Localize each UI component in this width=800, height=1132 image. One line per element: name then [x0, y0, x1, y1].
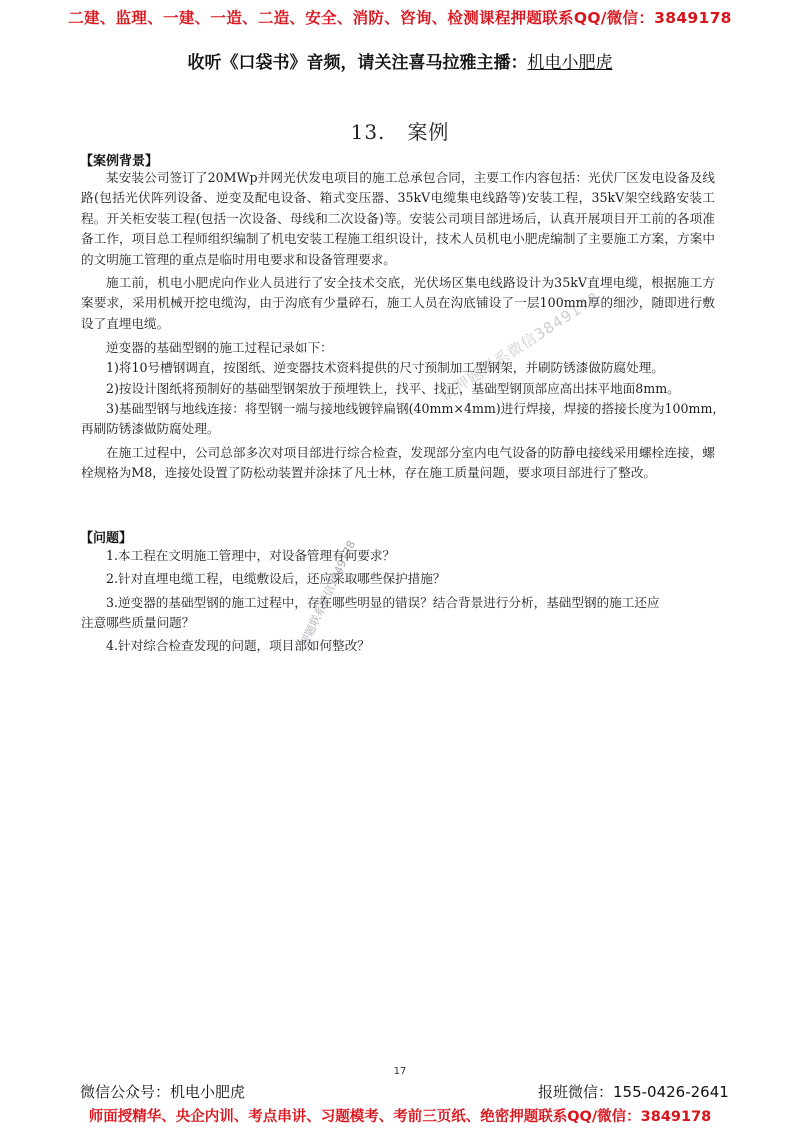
record-intro: 逆变器的基础型钢的施工过程记录如下：: [106, 340, 333, 355]
watermark-vertical: 押题联系微信3849178: [297, 538, 359, 649]
top-banner: 二建、监理、一建、一造、二造、安全、消防、咨询、检测课程押题联系QQ/微信：3849178: [68, 9, 732, 27]
record-item-1: 1)将10号槽钢调直，按图纸、逆变器技术资料提供的尺寸预制加工型钢架，并刷防锈漆做防腐处理。: [106, 360, 664, 375]
background-label: 【案例背景】: [80, 154, 159, 169]
record-item-3-cont: 再刷防锈漆做防腐处理。: [81, 421, 220, 436]
question-1: 1.本工程在文明施工管理中，对设备管理有何要求？: [106, 548, 396, 563]
question-2: 2.针对直埋电缆工程，电缆敷设后，还应采取哪些保护措施？: [106, 571, 446, 586]
subtitle-host: 机电小肥虎: [527, 53, 613, 73]
audio-subtitle: [0, 48, 800, 73]
question-3-cont: 注意哪些质量问题？: [81, 615, 195, 630]
bottom-banner: 师面授精华、央企内训、考点串讲、习题模考、考前三页纸、绝密押题联系QQ/微信：3849178: [88, 1109, 712, 1125]
question-3: 3.逆变器的基础型钢的施工过程中，存在哪些明显的错误？结合背景进行分析，基础型钢的施工还应: [106, 595, 660, 610]
footer-signup: 报班微信：155-0426-2641: [538, 1083, 729, 1101]
paragraph-1: 某安装公司签订了20MWp并网光伏发电项目的施工总承包合同，主要工作内容包括：光伏厂区发电设备及线路(包括光伏阵列设备、逆变及配电设备、箱式变压器、35kV电缆集电线路等)安装工程，35kV架空线路安装工程。开关柜安装工程(包括一次设备、母线和二次设备)等。安装公司项目部进场后，认真开展项目开工前的各项准备工作，项目总工程师组织编制了机电安装工程施工组织设计，技术人员机电小肥虎编制了主要施工方案，方案中的文明施工管理的重点是临时用电要求和设备管理要求。: [81, 170, 715, 267]
question-4: 4.针对综合检查发现的问题，项目部如何整改？: [106, 638, 370, 653]
question-label: 【问题】: [80, 531, 133, 546]
record-item-2: 2)按设计图纸将预制好的基础型钢架放于预埋铁上，找平、找正，基础型钢顶部应高出抹平地面8mm。: [106, 381, 680, 396]
case-title-text: 案例: [407, 120, 450, 144]
subtitle-prefix: 收听《口袋书》音频，请关注喜马拉雅主播：: [187, 53, 528, 73]
page-number: 17: [393, 1066, 407, 1077]
paragraph-2: 施工前，机电小肥虎向作业人员进行了安全技术交底，光伏场区集电线路设计为35kV直埋电缆，根据施工方案要求，采用机械开挖电缆沟，由于沟底有少量碎石，施工人员在沟底铺设了一层100mm厚的细沙，随即进行敷设了直埋电缆。: [81, 275, 715, 331]
footer-wechat-public: 微信公众号：机电小肥虎: [80, 1083, 246, 1101]
paragraph-3: 在施工过程中，公司总部多次对项目部进行综合检查，发现部分室内电气设备的防静电接线采用螺栓连接，螺栓规格为M8，连接处设置了防松动装置并涂抹了凡士林，存在施工质量问题，要求项目部进行了整改。: [81, 445, 715, 481]
record-item-3: 3)基础型钢与地线连接：将型钢一端与接地线镀锌扁钢(40mm×4mm)进行焊接，焊接的搭接长度为100mm，: [106, 401, 725, 416]
watermark-diagonal: 请押题联系微信3849178: [437, 288, 603, 405]
case-number: 13.: [350, 120, 386, 144]
case-title: [0, 116, 800, 145]
